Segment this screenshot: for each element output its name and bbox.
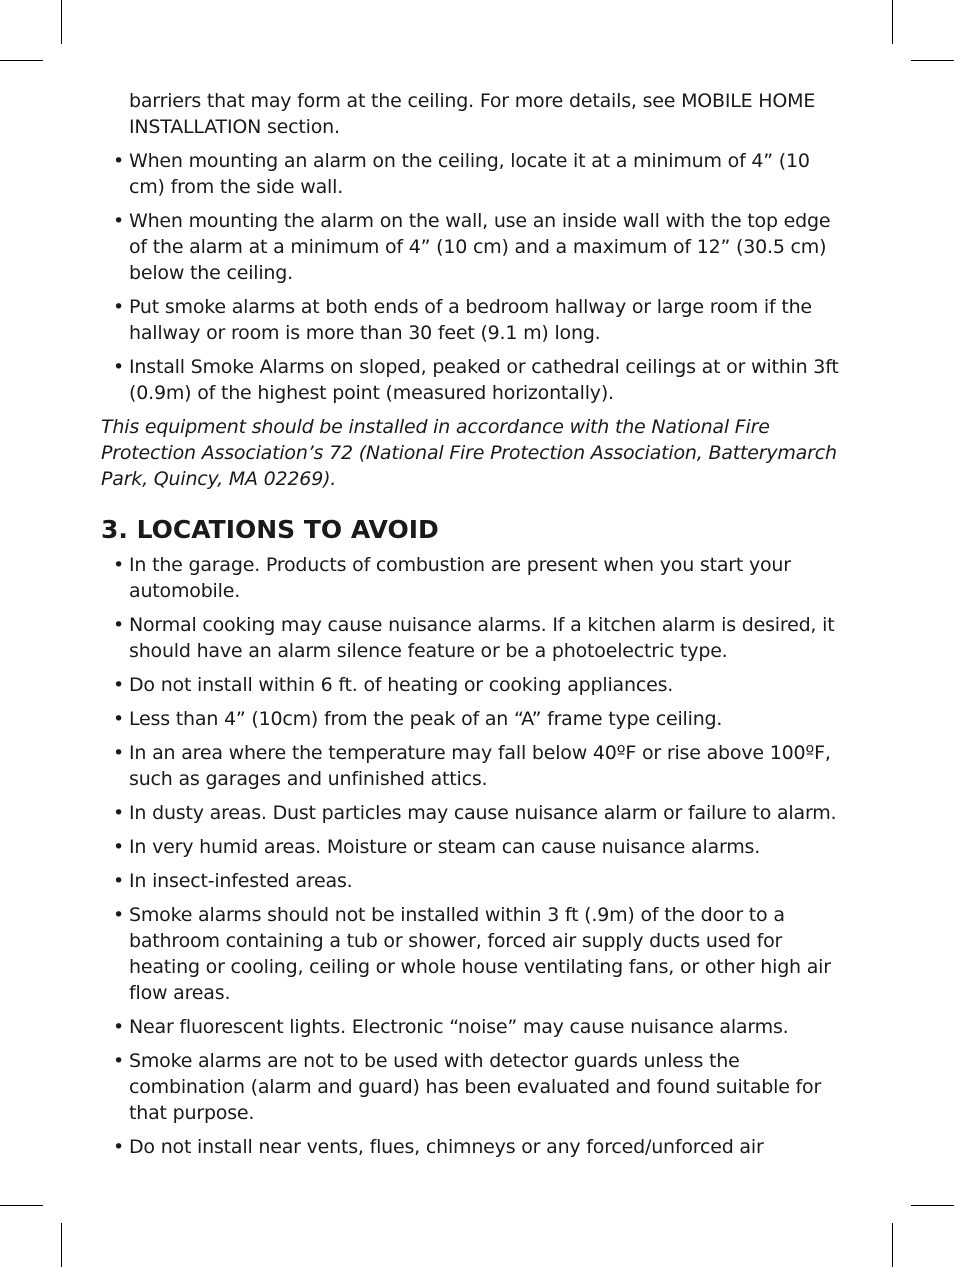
list-item (101, 672, 846, 698)
list-item-text: In an area where the temperature may fall below 40ºF or rise above 100ºF, such as garages and unfinished attics. (129, 742, 831, 790)
crop-mark (911, 1205, 954, 1206)
bullet-icon: • (113, 742, 125, 764)
bullet-icon: • (113, 674, 125, 696)
list-item-text: In dusty areas. Dust particles may cause nuisance alarm or failure to alarm. (129, 802, 837, 824)
bullet-icon: • (113, 1050, 125, 1072)
list-item-text: Normal cooking may cause nuisance alarms. If a kitchen alarm is desired, it should have an alarm silence feature or be a photoelectric type. (129, 614, 835, 662)
list-item (101, 902, 846, 1006)
bullet-icon: • (113, 904, 125, 926)
list-item (101, 800, 846, 826)
installation-note: This equipment should be installed in accordance with the National Fire Protection Association’s 72 (National Fire Protection Association, Batterymarch Park, Quincy, MA 02269). (101, 416, 837, 490)
list-item (101, 1014, 846, 1040)
list-item-text: Put smoke alarms at both ends of a bedroom hallway or large room if the hallway or room is more than 30 feet (9.1 m) long. (129, 296, 812, 344)
bullet-icon: • (113, 554, 125, 576)
bullet-list-avoid (101, 552, 846, 1160)
document-page (101, 88, 846, 1168)
list-item-text: Do not install within 6 ft. of heating or cooking appliances. (129, 674, 674, 696)
bullet-icon: • (113, 614, 125, 636)
crop-mark (892, 0, 893, 44)
crop-mark (892, 1223, 893, 1267)
bullet-icon: • (113, 150, 125, 172)
crop-mark (61, 1223, 62, 1267)
list-item-text: Install Smoke Alarms on sloped, peaked or cathedral ceilings at or within 3ft (0.9m) of the highest point (measured horizontally). (129, 356, 839, 404)
bullet-icon: • (113, 1016, 125, 1038)
bullet-icon: • (113, 356, 125, 378)
list-item-text: Less than 4” (10cm) from the peak of an “A” frame type ceiling. (129, 708, 723, 730)
list-item-text: Do not install near vents, flues, chimneys or any forced/unforced air (129, 1136, 764, 1158)
list-item-text: In the garage. Products of combustion are present when you start your automobile. (129, 554, 791, 602)
bullet-icon: • (113, 1136, 125, 1158)
list-item-text: When mounting an alarm on the ceiling, locate it at a minimum of 4” (10 cm) from the side wall. (129, 150, 810, 198)
bullet-icon: • (113, 802, 125, 824)
crop-mark (911, 60, 954, 61)
section-heading: 3. LOCATIONS TO AVOID (101, 515, 439, 544)
list-item (101, 834, 846, 860)
list-item-text: Smoke alarms should not be installed within 3 ft (.9m) of the door to a bathroom containing a tub or shower, forced air supply ducts used for heating or cooling, ceiling or whole house ventilating fans, or other high air flow areas. (129, 904, 831, 1004)
crop-mark (0, 1205, 43, 1206)
list-item-text: In insect-infested areas. (129, 870, 353, 892)
list-item (101, 1134, 846, 1160)
list-item-text: When mounting the alarm on the wall, use an inside wall with the top edge of the alarm at a minimum of 4” (10 cm) and a maximum of 12” (30.5 cm) below the ceiling. (129, 210, 831, 284)
list-item (101, 1048, 846, 1126)
bullet-icon: • (113, 210, 125, 232)
list-item-text: In very humid areas. Moisture or steam can cause nuisance alarms. (129, 836, 761, 858)
list-item (101, 868, 846, 894)
crop-mark (61, 0, 62, 44)
list-item (101, 740, 846, 792)
list-item (101, 612, 846, 664)
list-item (101, 208, 846, 286)
bullet-list-top (101, 148, 846, 406)
list-item-text: Near fluorescent lights. Electronic “noise” may cause nuisance alarms. (129, 1016, 789, 1038)
bullet-icon: • (113, 870, 125, 892)
crop-mark (0, 60, 43, 61)
list-item (101, 354, 846, 406)
bullet-icon: • (113, 708, 125, 730)
continued-paragraph: barriers that may form at the ceiling. For more details, see MOBILE HOME INSTALLATION section. (129, 90, 816, 138)
list-item (101, 294, 846, 346)
list-item-text: Smoke alarms are not to be used with detector guards unless the combination (alarm and guard) has been evaluated and found suitable for that purpose. (129, 1050, 822, 1124)
bullet-icon: • (113, 836, 125, 858)
list-item (101, 552, 846, 604)
list-item (101, 706, 846, 732)
list-item (101, 148, 846, 200)
bullet-icon: • (113, 296, 125, 318)
